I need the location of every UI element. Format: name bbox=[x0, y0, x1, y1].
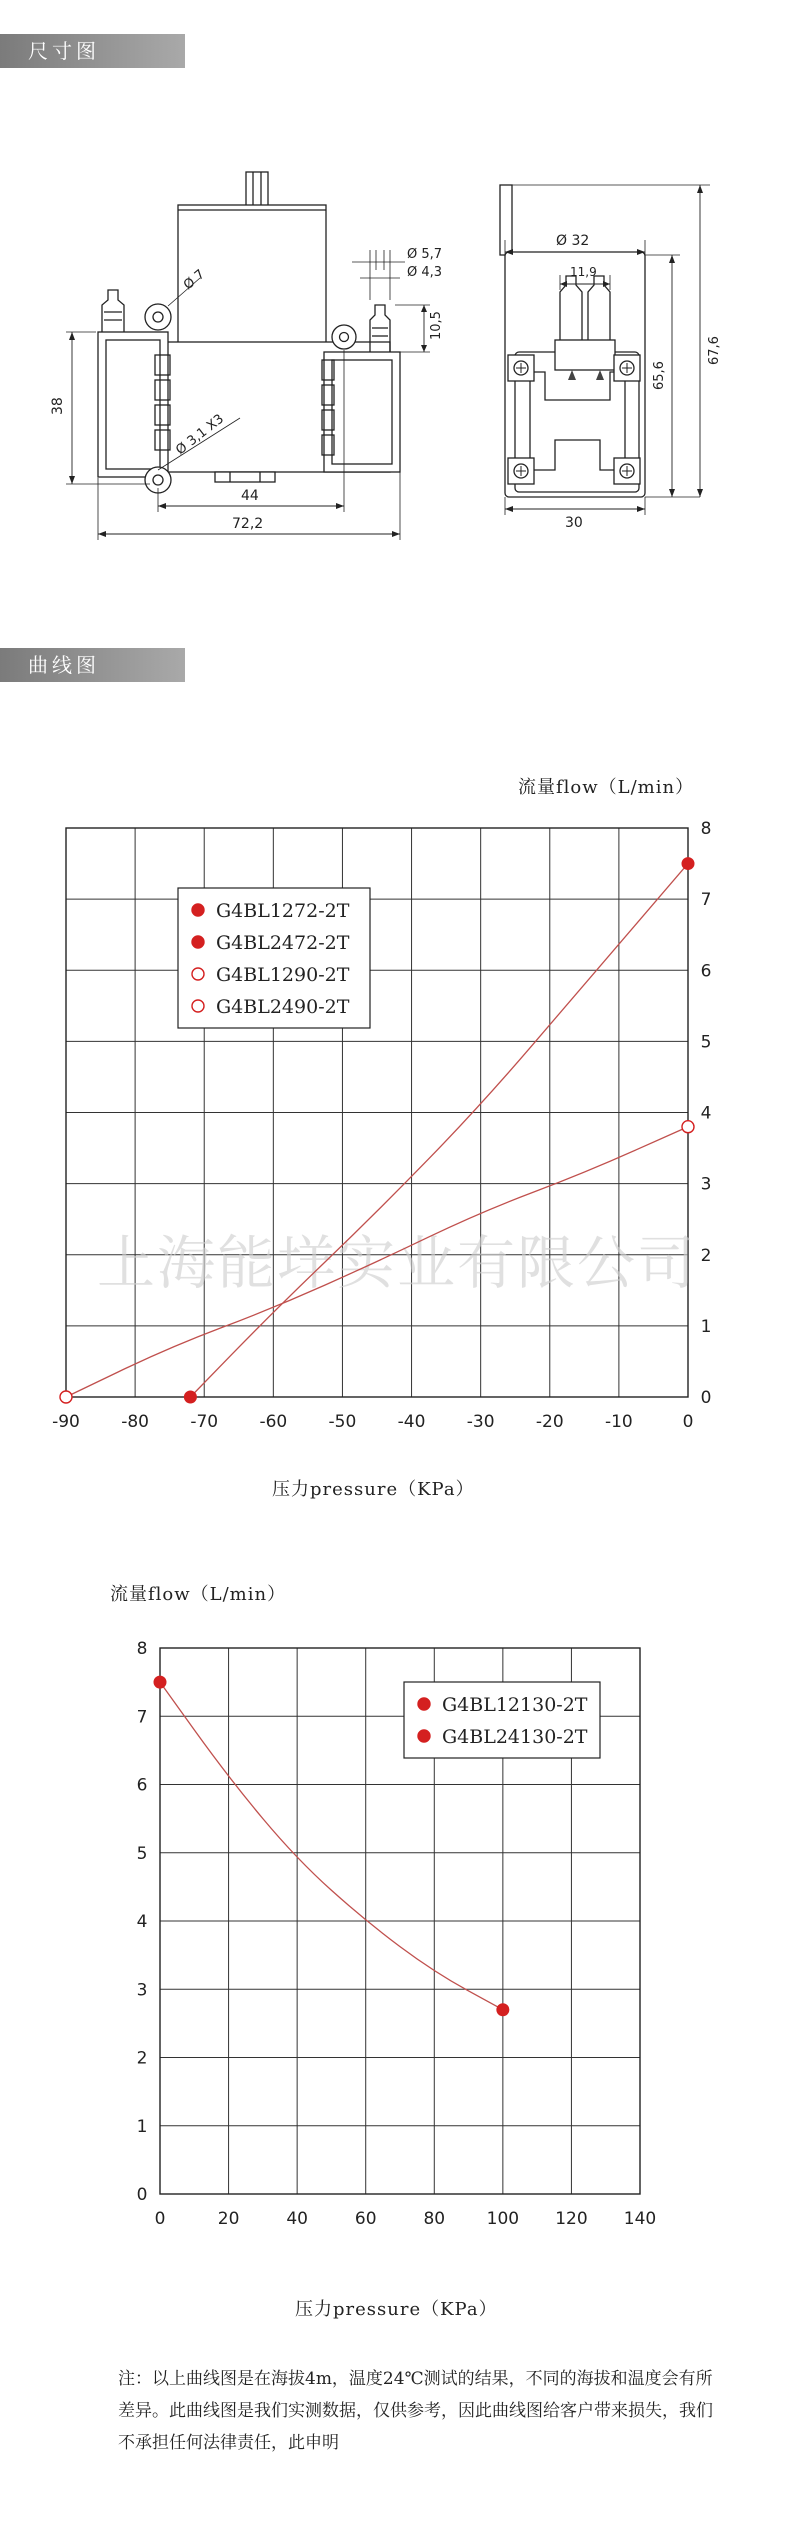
watermark-text: 上海能垟实业有限公司 bbox=[96, 1229, 698, 1298]
y-tick-label: 7 bbox=[136, 1707, 148, 1728]
chart2-pressure-flow bbox=[0, 1600, 790, 2300]
chart2-x-axis-label: 压力pressure（KPa） bbox=[295, 2299, 498, 2320]
x-tick-label: -70 bbox=[190, 1412, 219, 1432]
legend-marker-open bbox=[192, 1000, 204, 1012]
series-point-filled bbox=[154, 1676, 166, 1688]
curves-section-title: 曲线图 bbox=[28, 653, 100, 677]
x-tick-label: 20 bbox=[217, 2209, 240, 2229]
legend-entry: G4BL12130-2T bbox=[442, 1694, 588, 1716]
legend-marker-filled bbox=[192, 936, 204, 948]
x-tick-label: -50 bbox=[328, 1412, 357, 1432]
dim-d4-3: Ø 4,3 bbox=[407, 265, 443, 280]
series-point-filled bbox=[184, 1391, 196, 1403]
y-tick-label: 4 bbox=[700, 1103, 712, 1124]
y-tick-label: 0 bbox=[136, 2185, 148, 2205]
legend-marker-filled bbox=[418, 1698, 430, 1710]
x-tick-label: -80 bbox=[121, 1412, 150, 1432]
chart2-y-axis-label: 流量flow（L/min） bbox=[110, 1584, 287, 1605]
y-tick-label: 3 bbox=[700, 1174, 712, 1195]
x-tick-label: 140 bbox=[623, 2209, 657, 2229]
y-tick-label: 1 bbox=[700, 1316, 712, 1337]
dim-67-6: 67,6 bbox=[707, 336, 722, 365]
y-tick-label: 2 bbox=[700, 1245, 712, 1266]
curves-section-header bbox=[0, 648, 185, 682]
x-tick-label: 0 bbox=[682, 1412, 694, 1432]
dimensions-section-title: 尺寸图 bbox=[28, 39, 100, 63]
dim-65-6: 65,6 bbox=[652, 361, 667, 390]
dim-30: 30 bbox=[565, 515, 583, 531]
legend-entry: G4BL24130-2T bbox=[442, 1726, 588, 1748]
side-view bbox=[500, 185, 710, 515]
chart1-vacuum-flow bbox=[0, 800, 790, 1500]
y-tick-label: 8 bbox=[136, 1639, 148, 1659]
x-tick-label: -10 bbox=[604, 1412, 633, 1432]
legend-marker-filled bbox=[418, 1730, 430, 1742]
dim-d32: Ø 32 bbox=[556, 233, 590, 249]
x-tick-label: -90 bbox=[52, 1412, 80, 1432]
dim-38: 38 bbox=[50, 397, 66, 415]
x-tick-label: 120 bbox=[555, 2209, 588, 2229]
y-tick-label: 6 bbox=[700, 961, 712, 982]
y-tick-label: 0 bbox=[700, 1388, 712, 1408]
x-tick-label: 100 bbox=[486, 2209, 520, 2229]
x-tick-label: 0 bbox=[154, 2209, 166, 2229]
series-point-filled bbox=[682, 858, 694, 870]
series-point-open bbox=[60, 1391, 72, 1403]
test-conditions-note: 注：以上曲线图是在海拔4m，温度24℃测试的结果，不同的海拔和温度会有所差异。此曲线图是我们实测数据，仅供参考，因此曲线图给客户带来损失，我们不承担任何法律责任，此申明 bbox=[118, 2369, 713, 2453]
legend-entry: G4BL1290-2T bbox=[216, 964, 350, 986]
x-tick-label: -40 bbox=[397, 1412, 426, 1432]
legend-entry: G4BL1272-2T bbox=[216, 900, 350, 922]
legend-marker-filled bbox=[192, 904, 204, 916]
y-tick-label: 5 bbox=[700, 1032, 712, 1053]
y-tick-label: 2 bbox=[136, 2048, 148, 2069]
legend-entry: G4BL2490-2T bbox=[216, 996, 350, 1018]
dim-d3x3: Ø 3,1 X3 bbox=[173, 411, 227, 459]
front-view bbox=[66, 172, 430, 540]
x-tick-label: 60 bbox=[354, 2209, 377, 2229]
x-tick-label: -30 bbox=[466, 1412, 495, 1432]
dim-d7: Ø 7 bbox=[180, 267, 208, 294]
dim-44: 44 bbox=[241, 488, 259, 504]
legend-marker-open bbox=[192, 968, 204, 980]
y-tick-label: 6 bbox=[136, 1775, 148, 1796]
chart1-x-axis-label: 压力pressure（KPa） bbox=[272, 1479, 475, 1500]
x-tick-label: -20 bbox=[535, 1412, 564, 1432]
x-tick-label: -60 bbox=[259, 1412, 288, 1432]
dim-d5-7: Ø 5,7 bbox=[407, 247, 443, 262]
y-tick-label: 8 bbox=[700, 819, 712, 839]
dimension-drawing bbox=[0, 0, 790, 560]
legend-entry: G4BL2472-2T bbox=[216, 932, 350, 954]
chart1-y-axis-label: 流量flow（L/min） bbox=[518, 777, 695, 798]
x-tick-label: 40 bbox=[286, 2209, 308, 2229]
dim-72-2: 72,2 bbox=[232, 516, 264, 532]
series-point-open bbox=[682, 1121, 694, 1133]
y-tick-label: 1 bbox=[136, 2116, 148, 2137]
x-tick-label: 80 bbox=[423, 2209, 446, 2229]
y-tick-label: 4 bbox=[136, 1912, 148, 1932]
dim-10-5: 10,5 bbox=[429, 311, 444, 340]
series-point-filled bbox=[497, 2004, 509, 2016]
y-tick-label: 7 bbox=[700, 890, 712, 911]
dim-11-9: 11,9 bbox=[570, 265, 597, 279]
y-tick-label: 5 bbox=[136, 1843, 148, 1864]
y-tick-label: 3 bbox=[136, 1980, 148, 2001]
